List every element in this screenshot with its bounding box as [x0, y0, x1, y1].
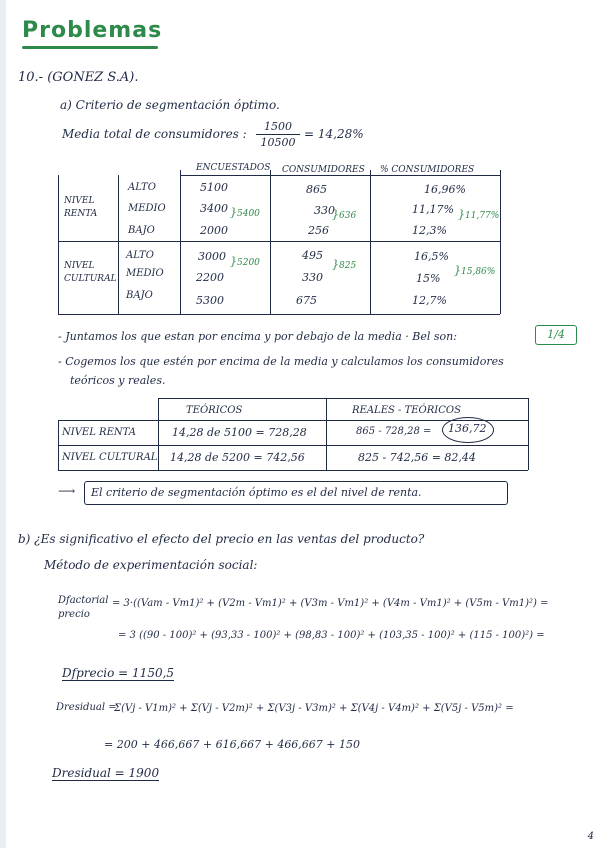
metodo-label: Método de experimentación social:	[44, 558, 258, 572]
group-label-renta: NIVEL RENTA	[64, 196, 98, 219]
table-middle-line	[58, 241, 500, 242]
equation-2: = 3 ((90 - 100)² + (93,33 - 100)² + (98,83 - 100)² + (103,35 - 100)² + (115 - 100)²) =	[118, 630, 545, 641]
cell-encuestados: 2000	[200, 224, 228, 237]
row-label-renta: NIVEL RENTA	[62, 427, 136, 438]
cell-encuestados: 5300	[196, 294, 224, 307]
cell-encuestados: 5100	[200, 181, 228, 194]
table-top-line	[158, 398, 528, 399]
table-col-line	[370, 170, 371, 314]
fraction-numerator: 1500	[264, 120, 292, 133]
table-bottom-line	[58, 470, 528, 471]
cell-consumidores: 675	[296, 294, 317, 307]
header-encuestados: ENCUESTADOS	[196, 163, 271, 173]
cell-encuestados: 2200	[196, 271, 224, 284]
cell-consumidores: 330	[302, 271, 323, 284]
cell-reales: 825 - 742,56 = 82,44	[358, 451, 476, 464]
cell-pct: 16,96%	[424, 183, 466, 196]
dresidual-label: Dresidual =	[56, 702, 117, 713]
level-medio: MEDIO	[126, 268, 164, 279]
cell-encuestados: 3400	[200, 202, 228, 215]
table-col-line	[118, 175, 119, 314]
media-result: = 14,28%	[304, 127, 364, 141]
brace-consumidores: }825	[332, 258, 357, 271]
level-alto: ALTO	[128, 182, 156, 193]
page-title: Problemas	[22, 18, 163, 43]
title-underline	[22, 46, 158, 49]
part-b-heading: b) ¿Es significativo el efecto del precio en las ventas del producto?	[18, 532, 425, 546]
cell-consumidores: 256	[308, 224, 329, 237]
bullet-juntamos: - Juntamos los que estan por encima y por debajo de la media · Bel son:	[58, 330, 457, 343]
equation-3: Σ(Vj - V1m)² + Σ(Vj - V2m)² + Σ(V3j - V3m)² + Σ(V4j - V4m)² + Σ(V5j - V5m)² =	[114, 703, 514, 714]
part-a-heading: a) Criterio de segmentación óptimo.	[60, 98, 280, 112]
cell-reales: 865 - 728,28 =	[356, 426, 432, 437]
level-bajo: BAJO	[128, 225, 155, 236]
level-bajo: BAJO	[126, 290, 153, 301]
brace-pct: }11,77%	[458, 208, 500, 221]
cell-pct: 11,17%	[412, 203, 454, 216]
arrow-icon: ⟶	[58, 484, 76, 498]
table-header-line	[180, 175, 500, 176]
cell-consumidores: 330	[314, 204, 335, 217]
media-total-label: Media total de consumidores :	[62, 127, 247, 141]
table-row-line	[58, 445, 528, 446]
table-right-line	[500, 170, 501, 314]
page-number: 4	[587, 831, 594, 842]
equation-1: = 3·((Vam - Vm1)² + (V2m - Vm1)² + (V3m - Vm1)² + (V4m - Vm1)² + (V5m - Vm1)²) =	[112, 598, 549, 609]
table-bottom-line	[58, 314, 500, 315]
header-teoricos: TEÓRICOS	[186, 405, 243, 416]
dfactorial-label: Dfactorial precio	[58, 595, 109, 620]
bullet-cogemos: - Cogemos los que estén por encima de la media y calculamos los consumidores	[58, 355, 504, 368]
table-right-line	[528, 398, 529, 470]
header-reales-teoricos: REALES - TEÓRICOS	[352, 405, 461, 416]
cell-teoricos: 14,28 de 5200 = 742,56	[170, 451, 305, 464]
level-medio: MEDIO	[128, 203, 166, 214]
conclusion-box	[84, 481, 508, 505]
header-consumidores: CONSUMIDORES	[282, 165, 365, 175]
binder-margin	[0, 0, 6, 848]
bullet-cogemos-cont: teóricos y reales.	[70, 374, 166, 387]
cell-reales-circled: 136,72	[448, 422, 487, 435]
brace-consumidores: }636	[332, 208, 357, 221]
brace-pct: }15,86%	[454, 264, 496, 277]
brace-encuestados: }5200	[230, 255, 260, 268]
cell-consumidores: 495	[302, 249, 323, 262]
cell-teoricos: 14,28 de 5100 = 728,28	[172, 426, 307, 439]
row-label-cultural: NIVEL CULTURAL	[62, 452, 158, 463]
dresidual-result: Dresidual = 1900	[52, 766, 160, 780]
table-left-line	[58, 175, 59, 314]
level-alto: ALTO	[126, 250, 154, 261]
dfprecio-result: Dfprecio = 1150,5	[62, 666, 175, 680]
table-col-line	[180, 170, 181, 314]
group-label-cultural: NIVEL CULTURAL	[64, 261, 117, 284]
equation-4: = 200 + 466,667 + 616,667 + 466,667 + 150	[104, 738, 361, 751]
conclusion-text: El criterio de segmentación óptimo es el del nivel de renta.	[91, 486, 422, 499]
fraction-bar	[256, 134, 300, 135]
cell-consumidores: 865	[306, 183, 327, 196]
brace-encuestados: }5400	[230, 206, 260, 219]
cell-pct: 12,7%	[412, 294, 447, 307]
table-left-line	[58, 420, 59, 470]
table-col-line	[270, 170, 271, 314]
fraction-denominator: 10500	[260, 136, 296, 149]
table-col-line	[158, 398, 159, 470]
answer-box	[535, 325, 577, 345]
header-pct-consumidores: % CONSUMIDORES	[380, 165, 475, 175]
answer-box-text: 1/4	[547, 328, 565, 341]
problem-heading: 10.- (GONEZ S.A).	[18, 70, 139, 85]
table-col-line	[326, 398, 327, 470]
cell-pct: 16,5%	[414, 250, 449, 263]
cell-pct: 12,3%	[412, 224, 447, 237]
cell-encuestados: 3000	[198, 250, 226, 263]
cell-pct: 15%	[416, 272, 441, 285]
media-fraction	[256, 120, 300, 149]
